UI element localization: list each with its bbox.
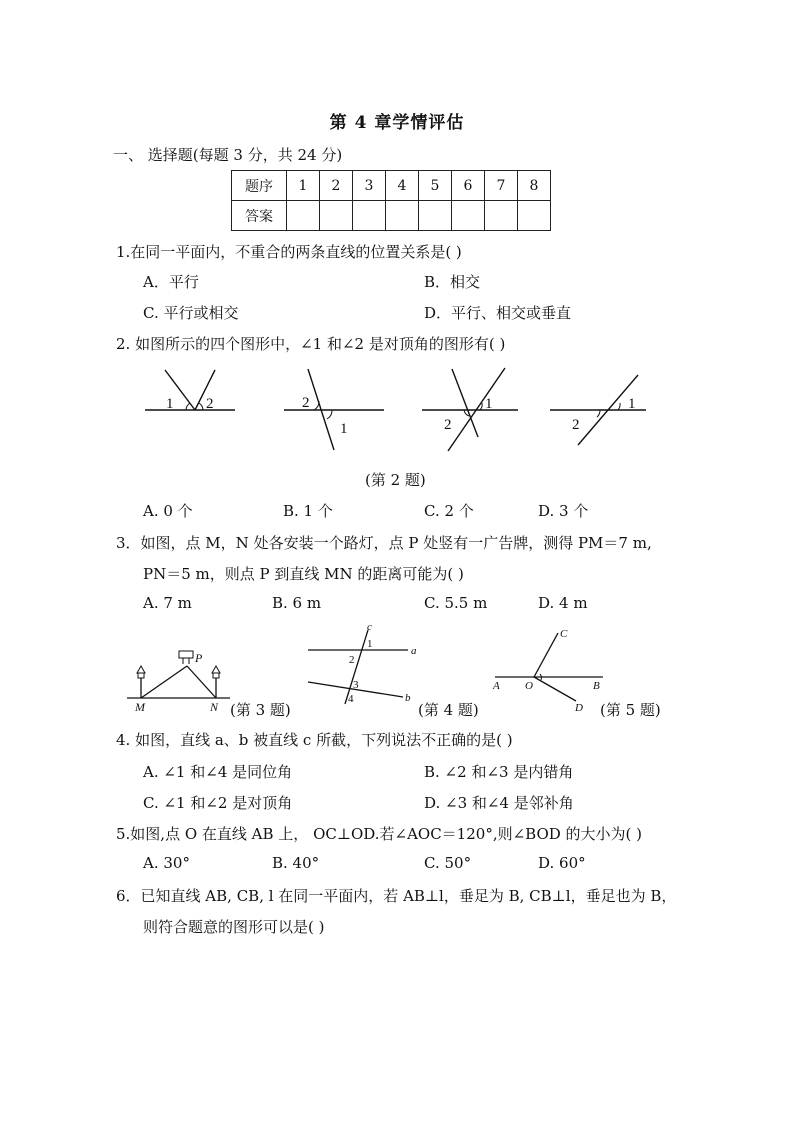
table-cell: 6	[452, 171, 485, 201]
q1-option-d[interactable]: D．平行、相交或垂直	[424, 304, 572, 322]
q4-option-b[interactable]: B. ∠2 和∠3 是内错角	[424, 763, 574, 781]
q2-figure-caption: (第 2 题)	[365, 471, 426, 489]
q3-figure-caption: (第 3 题)	[230, 701, 291, 719]
angle-label: 4	[348, 693, 354, 705]
answer-cell[interactable]	[287, 201, 320, 231]
angle-label: 3	[353, 679, 359, 691]
table-cell: 8	[518, 171, 551, 201]
angle-label: 2	[302, 395, 310, 411]
point-label-d: D	[575, 702, 583, 714]
question-3-stem-line-2: PN＝5 m，则点 P 到直线 MN 的距离可能为( )	[143, 565, 464, 583]
point-label-b: B	[593, 680, 600, 692]
answer-cell[interactable]	[518, 201, 551, 231]
line-label-c: c	[367, 621, 372, 633]
angle-label: 2	[206, 396, 214, 412]
q3-option-c[interactable]: C. 5.5 m	[424, 594, 488, 612]
table-header-cell: 答案	[232, 201, 287, 231]
q1-option-c[interactable]: C. 平行或相交	[143, 304, 239, 322]
point-label-n: N	[210, 700, 219, 714]
q2-option-d[interactable]: D. 3 个	[538, 502, 589, 520]
table-cell: 5	[419, 171, 452, 201]
q3-option-a[interactable]: A. 7 m	[143, 594, 192, 612]
angle-label: 1	[367, 638, 373, 650]
q3-option-b[interactable]: B. 6 m	[272, 594, 322, 612]
q5-option-c[interactable]: C. 50°	[424, 854, 472, 872]
q4-option-c[interactable]: C. ∠1 和∠2 是对顶角	[143, 794, 293, 812]
point-label-c: C	[560, 628, 568, 640]
table-cell: 3	[353, 171, 386, 201]
q2-figure-4	[548, 365, 658, 460]
angle-label: 1	[340, 421, 348, 437]
q3-option-d[interactable]: D. 4 m	[538, 594, 588, 612]
q2-figure-1	[140, 365, 240, 420]
table-cell: 7	[485, 171, 518, 201]
q2-option-c[interactable]: C. 2 个	[424, 502, 474, 520]
question-6-stem-line-2: 则符合题意的图形可以是( )	[143, 918, 325, 936]
q3-figure	[125, 645, 235, 715]
point-label-m: M	[135, 700, 145, 714]
q2-option-b[interactable]: B. 1 个	[283, 502, 333, 520]
point-label-o: O	[525, 680, 533, 692]
table-row	[232, 171, 551, 201]
q4-option-a[interactable]: A. ∠1 和∠4 是同位角	[143, 763, 293, 781]
q4-figure	[305, 622, 420, 707]
line-label-b: b	[405, 692, 411, 704]
table-cell: 4	[386, 171, 419, 201]
line-label-a: a	[411, 645, 417, 657]
angle-label: 1	[628, 396, 636, 412]
q5-option-a[interactable]: A. 30°	[143, 854, 190, 872]
angle-label: 2	[572, 417, 580, 433]
table-header-cell: 题序	[232, 171, 287, 201]
q5-figure	[490, 625, 610, 715]
angle-label: 1	[485, 396, 493, 412]
q2-figure-2	[282, 365, 392, 460]
q1-option-a[interactable]: A．平行	[143, 273, 199, 291]
table-cell: 2	[320, 171, 353, 201]
page-title: 第 4 章学情评估	[329, 113, 465, 133]
answer-cell[interactable]	[485, 201, 518, 231]
answer-cell[interactable]	[452, 201, 485, 231]
question-2-stem: 2. 如图所示的四个图形中，∠1 和∠2 是对顶角的图形有( )	[116, 335, 506, 353]
question-3-stem-line-1: 3．如图，点 M，N 处各安装一个路灯，点 P 处竖有一广告牌，测得 PM＝7 m,	[116, 534, 652, 552]
section-heading: 一、 选择题(每题 3 分，共 24 分)	[113, 146, 343, 164]
point-label-a: A	[493, 680, 500, 692]
answer-cell[interactable]	[386, 201, 419, 231]
answer-cell[interactable]	[419, 201, 452, 231]
question-5-stem: 5.如图,点 O 在直线 AB 上， OC⊥OD.若∠AOC＝120°,则∠BOD 的大小为( )	[116, 825, 643, 843]
point-label-p: P	[195, 651, 203, 665]
q4-option-d[interactable]: D. ∠3 和∠4 是邻补角	[424, 794, 574, 812]
q5-option-d[interactable]: D. 60°	[538, 854, 586, 872]
q4-figure-caption: (第 4 题)	[418, 701, 479, 719]
q2-figure-3	[420, 365, 525, 460]
angle-label: 2	[444, 417, 452, 433]
q5-option-b[interactable]: B. 40°	[272, 854, 320, 872]
answer-table	[231, 170, 551, 231]
answer-cell[interactable]	[320, 201, 353, 231]
q2-option-a[interactable]: A. 0 个	[143, 502, 193, 520]
question-1-stem: 1.在同一平面内，不重合的两条直线的位置关系是( )	[116, 243, 462, 261]
question-6-stem-line-1: 6．已知直线 AB, CB, l 在同一平面内，若 AB⊥l，垂足为 B, CB⊥l，垂足也为 B，	[116, 887, 677, 905]
q1-option-b[interactable]: B．相交	[424, 273, 481, 291]
table-cell: 1	[287, 171, 320, 201]
question-4-stem: 4. 如图，直线 a、b 被直线 c 所截，下列说法不正确的是( )	[116, 731, 513, 749]
angle-label: 2	[349, 654, 355, 666]
angle-label: 1	[166, 396, 174, 412]
q5-figure-caption: (第 5 题)	[600, 701, 661, 719]
table-row	[232, 201, 551, 231]
answer-cell[interactable]	[353, 201, 386, 231]
